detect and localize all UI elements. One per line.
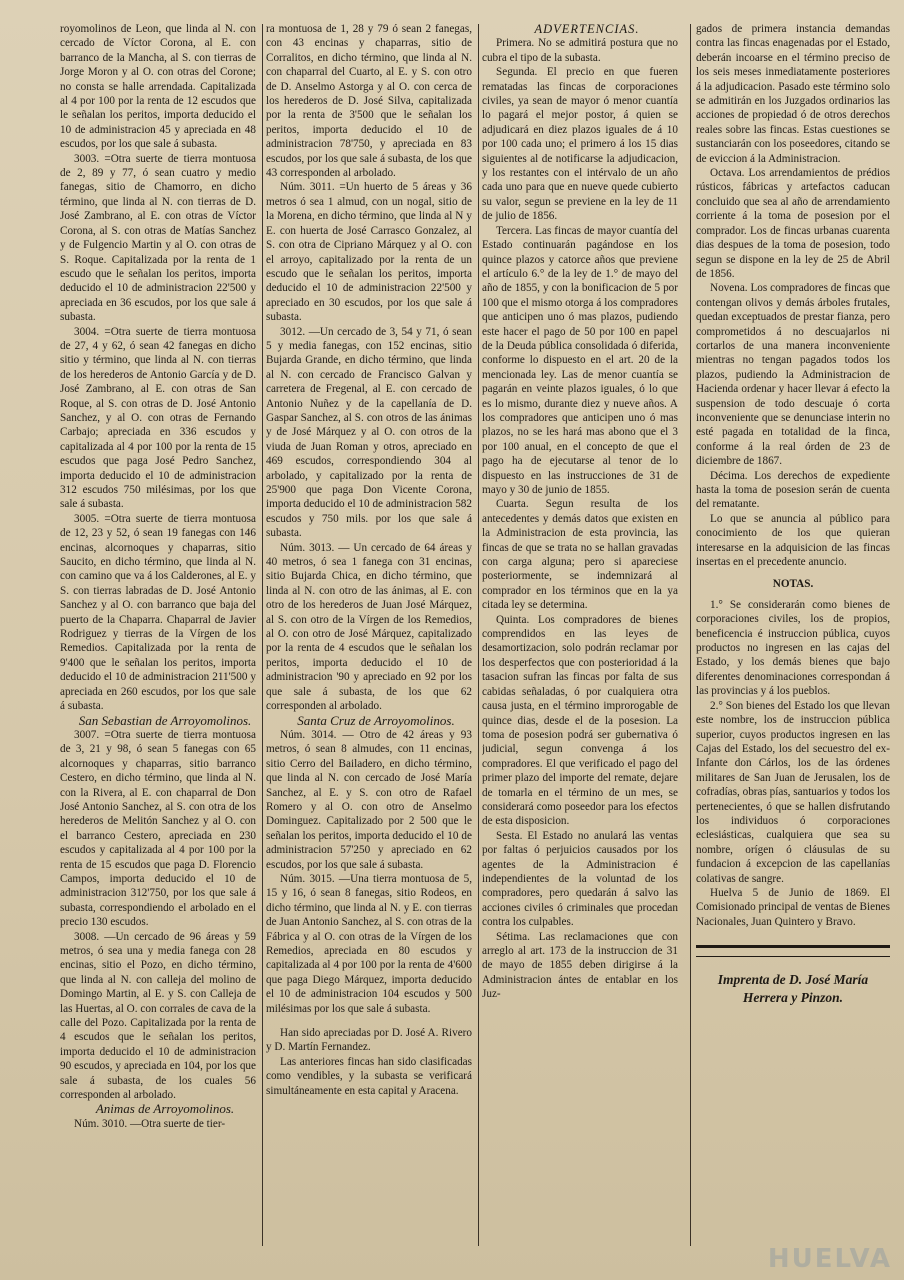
column-divider [262, 24, 263, 1246]
paragraph: Núm. 3014. — Otro de 42 áreas y 93 metros, ó sean 8 almudes, con 11 encinas, sitio Cerro del Bailadero, en dicho término, que linda al N. con cercado de José María Sanchez, al E. y S. con otro de Rafael Romero y al O. con otro de Anselmo Dominguez. Capitalizado por 2 500 que le señalan los peritos, importa deducido el 10 de administracion 57'250 y apreciado en 62 escudos, por los que sale á subasta. [266, 728, 472, 871]
column-3 [482, 22, 678, 1250]
section-heading: San Sebastian de Arroyomolinos. [78, 712, 252, 728]
column-divider [690, 24, 691, 1246]
paragraph: Sétima. Las reclamaciones que con arreglo al art. 173 de la instruccion de 31 de mayo de 1855 deben dirigirse á la Administracion ántes de entablar en los Juz- [482, 930, 678, 1001]
paragraph: 3012. —Un cercado de 3, 54 y 71, ó sean 5 y media fanegas, con 152 encinas, sitio Bujarda Grande, en dicho término, que linda al N. con cercado de Francisco Galvan y carretera de Fregenal, al E. con cercado de Antonio Nuñez y de la capellanía de D. Gaspar Sanchez, al S. con otros de las ánimas y de José Márquez y al O. con otros de la viuda de Juan Roman y otros, apreciado en 469 escudos, correspondiendo 304 al arbolado, y capitalizado por la renta de 25'900 que paga Don Vicente Corona, importa deducido el 10 de administracion 582 escudos y 750 mils. por los que sale á subasta. [266, 325, 472, 540]
section-heading: Animas de Arroyomolinos. [95, 1101, 235, 1117]
paragraph: Han sido apreciadas por D. José A. Rivero y D. Martín Fernandez. [266, 1027, 472, 1054]
paragraph: 3004. =Otra suerte de tierra montuosa de 27, 4 y 62, ó sean 42 fanegas en dicho sitio y término, que linda al N. con tierras de los herederos de Antonio García y de D. José Zambrano, al E. con otras de San Roque, al S. con otras de D. José Antonio Sanchez, y al O. con otras de Fernando Carbajo; apreciada en 336 escudos y capitalizada al 4 por 100 por la renta de 15 escudos que paga José Pedro Sanchez, importa deducido el 10 de administracion 312 escudos 750 milésimas, por los que sale á subasta. [60, 325, 256, 511]
paragraph: Octava. Los arrendamientos de prédios rústicos, fábricas y artefactos caducan concluido que sea al año de arrendamiento corriente á la toma de posesion por el comprador. Los de fincas urbanas cuarenta dias despues de la toma de posesion, todo segun se dispone en la ley de 25 de Abril de 1856. [696, 167, 890, 280]
paragraph: Sesta. El Estado no anulará las ventas por faltas ó perjuicios causados por los agentes de la Administracion é independientes de la voluntad de los compradores, pero quedarán á salvo las acciones civiles ó criminales que procedan contra los culpables. [482, 829, 678, 929]
column-divider [478, 24, 479, 1246]
notes-heading: NOTAS. [772, 578, 814, 591]
paragraph: Lo que se anuncia al público para conocimiento de los que quieran interesarse en la adquisicion de las fincas insertas en el precedente anuncio. [696, 512, 890, 569]
imprint-line: Imprenta de D. José María [717, 972, 869, 988]
paragraph: Primera. No se admitirá postura que no cubra el tipo de la subasta. [482, 37, 678, 64]
imprint [696, 971, 890, 1007]
paragraph: 3003. =Otra suerte de tierra montuosa de 2, 89 y 77, ó sean cuatro y medio fanegas, sitio de Chamorro, en dicho término, que linda al N. con tierras de D. José Zambrano, al E. con otras de Víctor Corona, al S. con otras de Matías Sanchez y de Fulgencio Martin y al O. con otras de S. Roque. Capitalizada por la renta de 1 escudo que le señalan los peritos, importa deducido el 10 de administracion 22'500 y apreciada en 36 escudos, por los que sale á subasta. [60, 152, 256, 324]
paragraph: 3005. =Otra suerte de tierra montuosa de 12, 23 y 52, ó sean 19 fanegas con 146 encinas, alcornoques y chaparras, sitio Saucito, en dicho término, que linda al N. con camino que va á los Calderones, al E. y S. con tierras labradas de D. José Antonio Sanchez y al O. con barranco que baja del puerto de la Chaparra. Chaparral de Javier Rodriguez y tierras de la Vírgen de los Remedios. Capitalizada por la renta de 9'400 que le señalan los peritos, importa deducido el 10 de administracion 211'500 y apreciada en 260 escudos, por los que sale á subasta. [60, 512, 256, 713]
paragraph: 3007. =Otra suerte de tierra montuosa de 3, 21 y 98, ó sean 5 fanegas con 65 alcornoques y chaparras, sitio barranco Cestero, en dicho término, que linda al N. con la Rivera, al E. con chaparral de Don José Antonio Sanchez, al S. con otra de los herederos de Melitón Sanchez y al O. con el barranco Cestero, apreciada en 230 escudos y capitalizada al 4 por 100 por la renta de 15 escudos que paga D. Florencio Campos, importa deducido el 10 de administracion 312'750, por los que sale á subasta, correspondiendo el arbolado en el precio 130 escudos. [60, 728, 256, 929]
section-heading: Santa Cruz de Arroyomolinos. [297, 712, 455, 728]
paragraph: Cuarta. Segun resulta de los antecedentes y demás datos que existen en la Administracion de esta provincia, las fincas de que se trata no se hallan gravadas con carga alguna; pero si apareciese posteriormente, se indemnizará al comprador en los términos que en la ya citada ley se determina. [482, 498, 678, 612]
section-heading: ADVERTENCIAS. [534, 22, 640, 36]
paragraph: Novena. Los compradores de fincas que contengan olivos y demás árboles frutales, quedan exceptuados de prestar fianza, pero comprometidos á no descuajarlos ni cortarlos de una manera inconveniente mientras no tengan pagados todos los plazos, pudiendo la Administracion de Hacienda ordenar y hacer llevar á efecto la suspension de todo descuaje ó corta inconveniente que se denunciase interin no esté pagada en totalidad de la finca, conforme á la real órden de 23 de diciembre de 1867. [696, 282, 890, 468]
paragraph: Quinta. Los compradores de bienes comprendidos en las leyes de desamortizacion, solo podrán reclamar por los desperfectos que con posterioridad á la tasacion sufran las fincas por falta de sus cabidas señaladas, ó por cualquiera otra causa justa, en el término improrogable de quince dias, desde el de la posesion. La toma de posesion podrá ser gubernativa ó judicial, segun convenga á los compradores. El que verificado el pago del primer plazo del importe del remate, dejare de tomarla en el término de un mes, se considerará como poseedor para los efectos de esta disposicion. [482, 613, 678, 828]
paragraph: Las anteriores fincas han sido clasificadas como vendibles, y la subasta se verificará simultáneamente en esta capital y Aracena. [266, 1055, 472, 1097]
column-4 [696, 22, 890, 1250]
signature-block: Huelva 5 de Junio de 1869. El Comisionado principal de ventas de Bienes Nacionales, Juan Quintero y Bravo. [696, 886, 890, 928]
paragraph: Segunda. El precio en que fueren rematadas las fincas de corporaciones civiles, ya sean de mayor ó menor cuantía lo pagará el mejor postor, á quien se adjudicará en diez plazos iguales de á 10 por 100 cada uno; el primero á los 15 dias siguientes al de notificarse la adjudicacion, y los restantes con el intérvalo de un año cada uno para que en nueve quede cubierto su valor, segun se previene en la ley de 11 de julio de 1856. [482, 66, 678, 223]
paragraph: ra montuosa de 1, 28 y 79 ó sean 2 fanegas, con 43 encinas y chaparras, sitio de Corralitos, en dicho término, que linda al N. con chaparral del Cuarto, al E. y S. con otro de D. Anselmo Astorga y al O. con cerca de los herederos de D. José Silva, capitalizada por la renta de 3'500 que le señalan los peritos, importa deducido el 10 de administracion 78'750, y apreciada en 83 escudos, por los que sale á subasta, de los que 43 corresponden al arbolado. [266, 23, 472, 180]
paragraph: royomolinos de Leon, que linda al N. con cercado de Víctor Corona, al E. con barranco de la Mancha, al S. con tierras de Jorge Moron y al O. con otras del Corone; no consta se halle arrendada. Capitalizada al 4 por 100 por la renta de 12 escudos que le señalan los peritos, importa deducido el 10 de administracion 45 y apreciada en 48 escudos, por los que sale á subasta. [60, 23, 256, 151]
paragraph: 3008. —Un cercado de 96 áreas y 59 metros, ó sea una y media fanega con 28 encinas, sitio el Pozo, en dicho término, que linda al N. con calleja del molino de Domingo Martin, al E. y S. con Calleja de las Huertas, al O. con corrales de cava de la calle del Pozo. Capitalizada por la renta de 4 escudos que le señalan los peritos, importa deducido el 10 de administracion 90 escudos, y apreciada en 104, por los que sale á subasta, de los cuales 56 corresponden al arbolado. [60, 930, 256, 1102]
paragraph: Núm. 3013. — Un cercado de 64 áreas y 40 metros, ó sea 1 fanega con 31 encinas, sitio Bujarda Chica, en dicho término, que linda al N. con otro de las ánimas, al E. con otro de los herederos de Juan José Márquez, al S. con otro de la Vírgen de los Remedios, al O. con otro de José Márquez, capitalizado por la renta de 4 escudos que le señalan los peritos, importa deducido el 10 de administracion '90 y apreciado en 92 por los que sale á subasta, de los que 62 corresponden al arbolado. [266, 541, 472, 713]
paragraph: 2.° Son bienes del Estado los que llevan este nombre, los de instruccion pública superior, cuyos productos ingresen en las Cajas del Estado, los del secuestro del ex-Infante don Cárlos, los de las órdenes militares de San Juan de Jerusalen, los de cofradías, obras pías, santuarios y todos los pertenecientes, ó que se hallen disfrutando los individuos ó corporaciones eclesiásticas, cualquiera que sea su nombre, orígen ó cláusulas de su fundacion á excepcion de las capellanías colativas de sangre. [696, 699, 890, 885]
column-2 [266, 22, 472, 1250]
imprint-line: Herrera y Pinzon. [742, 990, 844, 1006]
paragraph: Décima. Los derechos de expediente hasta la toma de posesion serán de cuenta del rematante. [696, 469, 890, 511]
divider [696, 956, 890, 957]
paragraph: Núm. 3015. —Una tierra montuosa de 5, 15 y 16, ó sean 8 fanegas, sitio Rodeos, en dicho término, que linda al N. y E. con tierras de Juan Antonio Sanchez, al S. con otras de la Fábrica y al O. con otras de la Vírgen de los Remedios, apreciada en 80 escudos y capitalizada al 4 por 100 por la renta de 4'600 que paga Diego Márquez, importa deducido el 10 de administracion 104 escudos y 500 milésimas por los que sale á subasta. [266, 872, 472, 1015]
divider [696, 945, 890, 948]
column-1 [60, 22, 256, 1250]
paragraph: Núm. 3011. =Un huerto de 5 áreas y 36 metros ó sea 1 almud, con un nogal, sitio de la Morena, en dicho término, que linda al N y E. con huerta de José Carrasco Gonzalez, al S. con otra de Cipriano Márquez y al O. con el arroyo, capitalizado por la renta de un escudo que le señalan los peritos, importa deducido el 10 de administracion 22'500 y apreciado en 30 escudos, por los que sale á subasta. [266, 181, 472, 324]
archive-watermark: HUELVA [767, 1244, 892, 1274]
paragraph: gados de primera instancia demandas contra las fincas enagenadas por el Estado, deberán incoarse en el término preciso de los seis meses inmediatamente posteriores á la adjudicacion. Pasado este término solo se admitirán en los Juzgados ordinarios las acciones de propiedad ó de otros derechos reales sobre las fincas. Estas cuestiones se sustanciarán con los poseedores, citando se de eviccion á la Administracion. [696, 23, 890, 165]
paragraph: 1.° Se considerarán como bienes de corporaciones civiles, los de propios, beneficencia é instruccion pública, cuyos productos no ingresen en las cajas del Estado, y los demás bienes que bajo diferentes denominaciones correspondan á las provincias y á los pueblos. [696, 598, 890, 698]
paragraph: Núm. 3010. —Otra suerte de tier- [74, 1117, 226, 1130]
paragraph: Tercera. Las fincas de mayor cuantía del Estado continuarán pagándose en los quince plazos y catorce años que previene el artículo 6.° de la ley de 1.° de mayo del año de 1855, y con la bonificacion de 5 por 100 que el mismo otorga á los compradores que anticipen uno ó mas plazos, pudiendo este hacer el pago de 50 por 100 en papel de la Deuda pública consolidada ó diferida, conforme lo dispuesto en el art. 20 de la mencionada ley. Las de menor cuantía se pagarán en veinte plazos iguales, ó lo que es lo mismo, durante diez y nueve años. A los compradores que anticipen uno ó mas plazos, no se les hará mas abono que el 3 por 100 anual, en el concepto de que el pago ha de ejecutarse al tenor de lo dispuesto en las instrucciones de 31 de mayo y 30 de junio de 1855. [482, 224, 678, 496]
